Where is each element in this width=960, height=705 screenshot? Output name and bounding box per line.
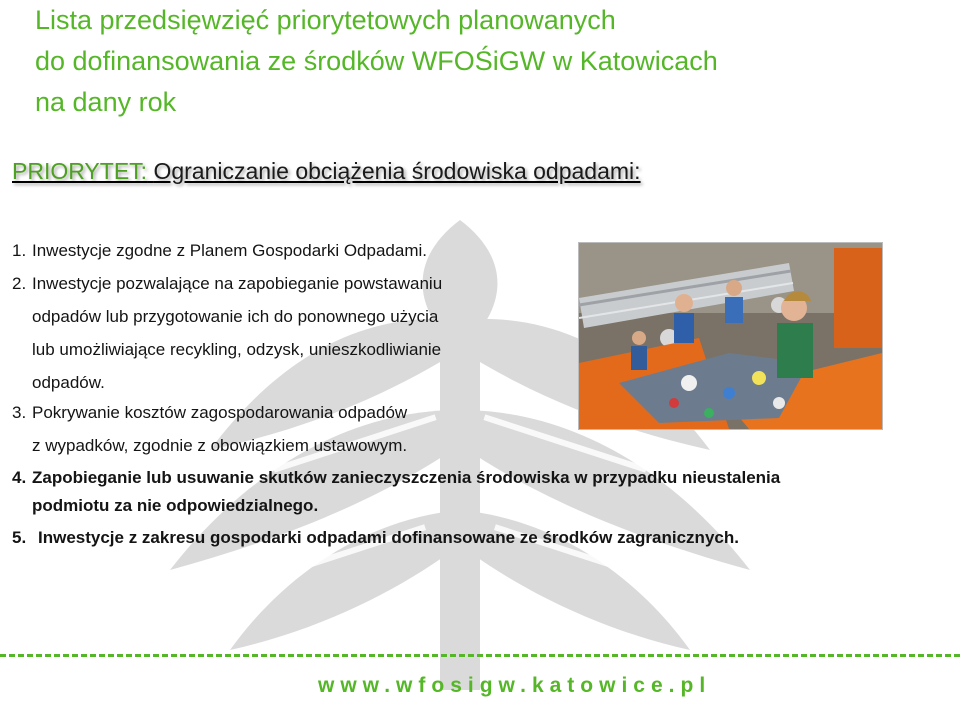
list-item-line: Inwestycje zgodne z Planem Gospodarki Odpadami. <box>32 241 427 260</box>
title-line-3: na dany rok <box>35 87 177 117</box>
list-item-line: podmiotu za nie odpowiedzialnego. <box>32 496 319 515</box>
list-item-number: 3. <box>12 403 27 422</box>
list-item-line: odpadów. <box>32 373 105 392</box>
priority-text: Ograniczanie obciążenia środowiska odpadami: <box>153 158 641 184</box>
list-item-number: 2. <box>12 274 27 293</box>
footer-divider <box>0 654 960 657</box>
waste-sorting-photo <box>578 242 883 430</box>
list-item-line: Zapobieganie lub usuwanie skutków zanieczyszczenia środowiska w przypadku nieustalenia <box>32 468 781 487</box>
list-item-line: Inwestycje pozwalające na zapobieganie powstawaniu <box>32 274 443 293</box>
list-item-line: lub umożliwiające recykling, odzysk, unieszkodliwianie <box>32 340 442 359</box>
list-item-number: 5. <box>12 528 27 547</box>
title-line-2: do dofinansowania ze środków WFOŚiGW w Katowicach <box>35 46 718 76</box>
list-item-line: z wypadków, zgodnie z obowiązkiem ustawowym. <box>32 436 408 455</box>
list-item-line: Inwestycje z zakresu gospodarki odpadami dofinansowane ze środków zagranicznych. <box>38 528 739 547</box>
list-item-number: 1. <box>12 241 27 260</box>
list-item-number: 4. <box>12 468 27 487</box>
title-line-1: Lista przedsięwzięć priorytetowych planowanych <box>35 5 616 35</box>
priority-label: PRIORYTET: <box>12 158 148 184</box>
list-item-line: Pokrywanie kosztów zagospodarowania odpadów <box>32 403 408 422</box>
footer-url: www.wfosigw.katowice.pl <box>318 674 712 697</box>
list-item-line: odpadów lub przygotowanie ich do ponownego użycia <box>32 307 439 326</box>
photo-illustration <box>579 243 882 429</box>
